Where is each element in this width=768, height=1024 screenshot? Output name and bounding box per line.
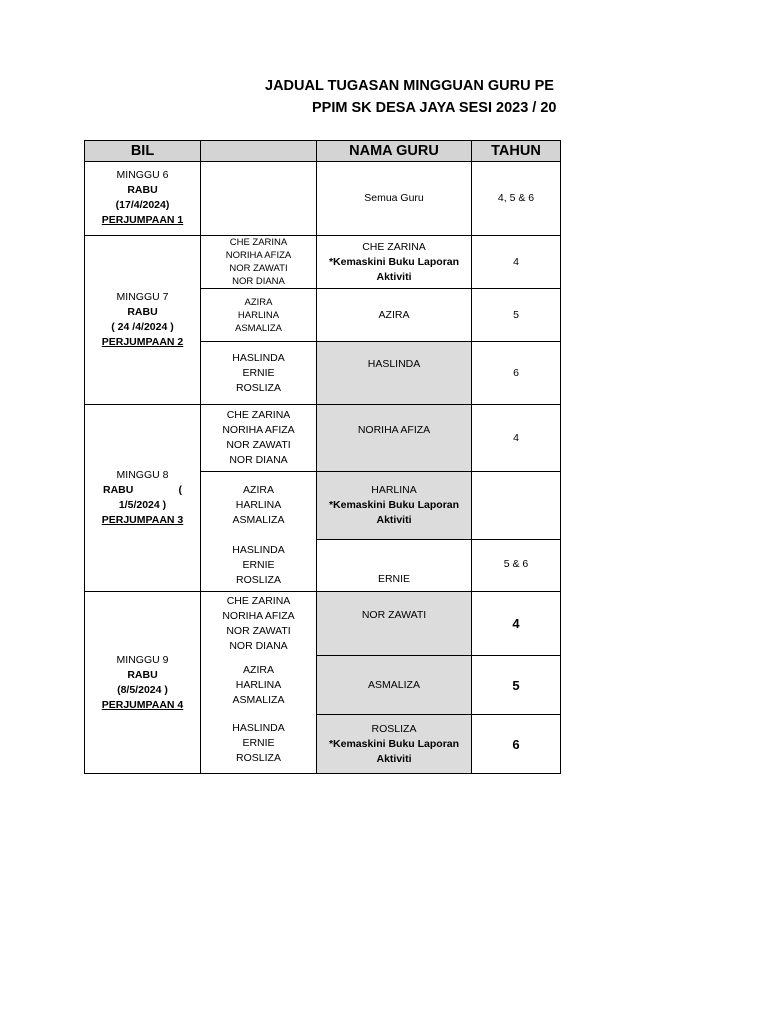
group-member: AZIRA xyxy=(244,296,273,308)
group-member: HASLINDA xyxy=(232,722,285,735)
group-member: HARLINA xyxy=(235,499,282,512)
guru-cell: ASMALIZA xyxy=(317,656,472,715)
group-member: NORIHA AFIZA xyxy=(225,250,292,261)
duty-schedule-table xyxy=(84,140,561,774)
tahun-cell: 4 xyxy=(472,236,561,289)
aktiviti-note: Aktiviti xyxy=(376,514,412,526)
group-member: ERNIE xyxy=(242,558,275,571)
group-member: NOR DIANA xyxy=(232,276,285,287)
guru-cell: HASLINDA xyxy=(317,342,472,405)
group-cell xyxy=(201,472,317,540)
tahun-cell: 4, 5 & 6 xyxy=(472,162,561,236)
guru-name: ROSLIZA xyxy=(371,722,417,735)
group-member: CHE ZARINA xyxy=(226,409,291,421)
group-member: ERNIE xyxy=(242,366,275,379)
group-member: ROSLIZA xyxy=(236,381,281,394)
guru-name: CHE ZARINA xyxy=(362,240,426,253)
group-member: AZIRA xyxy=(243,484,274,497)
date-paren: ( xyxy=(178,484,182,496)
group-member: HARLINA xyxy=(235,678,282,691)
group-cell xyxy=(201,656,317,715)
guru-cell: NOR ZAWATI xyxy=(317,592,472,656)
group-member: NOR ZAWATI xyxy=(229,263,288,274)
kemaskini-note: *Kemaskini Buku Laporan xyxy=(328,255,460,268)
date-label: (8/5/2024 ) xyxy=(117,683,168,696)
tahun-cell xyxy=(472,472,561,540)
group-member: NOR DIANA xyxy=(229,454,288,466)
table-row xyxy=(85,405,561,472)
group-member: ASMALIZA xyxy=(232,514,285,527)
meeting-label: PERJUMPAAN 2 xyxy=(101,336,184,348)
tahun-cell: 4 xyxy=(472,405,561,472)
guru-cell xyxy=(317,472,472,540)
week-label: MINGGU 8 xyxy=(116,469,169,481)
meeting-label: PERJUMPAAN 4 xyxy=(101,698,184,711)
group-cell xyxy=(201,342,317,405)
group-member: ROSLIZA xyxy=(236,573,281,586)
table-row xyxy=(85,236,561,289)
day-label: RABU xyxy=(127,184,158,196)
guru-name: HARLINA xyxy=(371,484,417,496)
table-row xyxy=(85,162,561,236)
group-member: NORIHA AFIZA xyxy=(222,609,295,622)
date-label: (17/4/2024) xyxy=(115,199,170,211)
meeting-label: PERJUMPAAN 3 xyxy=(101,514,184,526)
group-member: ROSLIZA xyxy=(236,752,281,765)
group-cell xyxy=(201,540,317,592)
header-nama-guru: NAMA GURU xyxy=(317,141,472,162)
date-label: 1/5/2024 ) xyxy=(118,499,167,511)
group-cell xyxy=(201,405,317,472)
group-member: NORIHA AFIZA xyxy=(222,424,295,436)
group-member: NOR ZAWATI xyxy=(226,439,291,451)
day-label: RABU xyxy=(103,484,134,496)
document-title-line-2 xyxy=(0,100,560,122)
group-member: NOR ZAWATI xyxy=(226,624,291,637)
title-text-1: JADUAL TUGASAN MINGGUAN GURU PE xyxy=(265,78,554,94)
guru-cell: NORIHA AFIZA xyxy=(317,405,472,472)
group-member: HASLINDA xyxy=(232,351,285,364)
tahun-cell: 4 xyxy=(472,592,561,656)
week-label: MINGGU 6 xyxy=(116,169,169,181)
group-member: ASMALIZA xyxy=(232,693,285,706)
aktiviti-note: Aktiviti xyxy=(376,270,412,283)
day-line xyxy=(87,483,198,498)
header-blank xyxy=(201,141,317,162)
group-member: HARLINA xyxy=(237,309,280,321)
tahun-cell: 5 xyxy=(472,289,561,342)
group-member: ASMALIZA xyxy=(235,322,282,334)
group-member: CHE ZARINA xyxy=(226,594,291,607)
header-tahun: TAHUN xyxy=(472,141,561,162)
group-member: AZIRA xyxy=(243,663,274,676)
document-title-line-1 xyxy=(0,78,560,100)
group-cell xyxy=(201,715,317,774)
week-cell xyxy=(85,236,201,405)
tahun-cell: 5 & 6 xyxy=(472,540,561,592)
guru-cell: Semua Guru xyxy=(317,162,472,236)
kemaskini-note: *Kemaskini Buku Laporan xyxy=(328,499,460,511)
table-row xyxy=(85,592,561,656)
tahun-cell: 6 xyxy=(472,715,561,774)
day-label: RABU xyxy=(127,668,158,681)
group-cell xyxy=(201,236,317,289)
group-cell xyxy=(201,592,317,656)
kemaskini-note: *Kemaskini Buku Laporan xyxy=(328,737,460,750)
week-cell xyxy=(85,162,201,236)
header-bil: BIL xyxy=(85,141,201,162)
week-cell xyxy=(85,405,201,592)
guru-cell xyxy=(317,715,472,774)
meeting-label: PERJUMPAAN 1 xyxy=(101,214,184,226)
day-label: RABU xyxy=(127,306,158,318)
title-text-2: PPIM SK DESA JAYA SESI 2023 / 20 xyxy=(312,100,557,116)
week-label: MINGGU 7 xyxy=(116,291,169,303)
group-cell xyxy=(201,162,317,236)
group-member: ERNIE xyxy=(242,737,275,750)
group-member: CHE ZARINA xyxy=(229,237,288,248)
guru-cell: AZIRA xyxy=(317,289,472,342)
aktiviti-note: Aktiviti xyxy=(376,752,412,765)
week-label: MINGGU 9 xyxy=(116,653,169,666)
tahun-cell: 6 xyxy=(472,342,561,405)
group-member: HASLINDA xyxy=(232,543,285,556)
week-cell xyxy=(85,592,201,774)
guru-cell: ERNIE xyxy=(317,540,472,592)
group-member: NOR DIANA xyxy=(229,639,288,652)
guru-cell xyxy=(317,236,472,289)
header-row xyxy=(85,141,561,162)
date-label: ( 24 /4/2024 ) xyxy=(111,321,174,333)
group-cell xyxy=(201,289,317,342)
tahun-cell: 5 xyxy=(472,656,561,715)
